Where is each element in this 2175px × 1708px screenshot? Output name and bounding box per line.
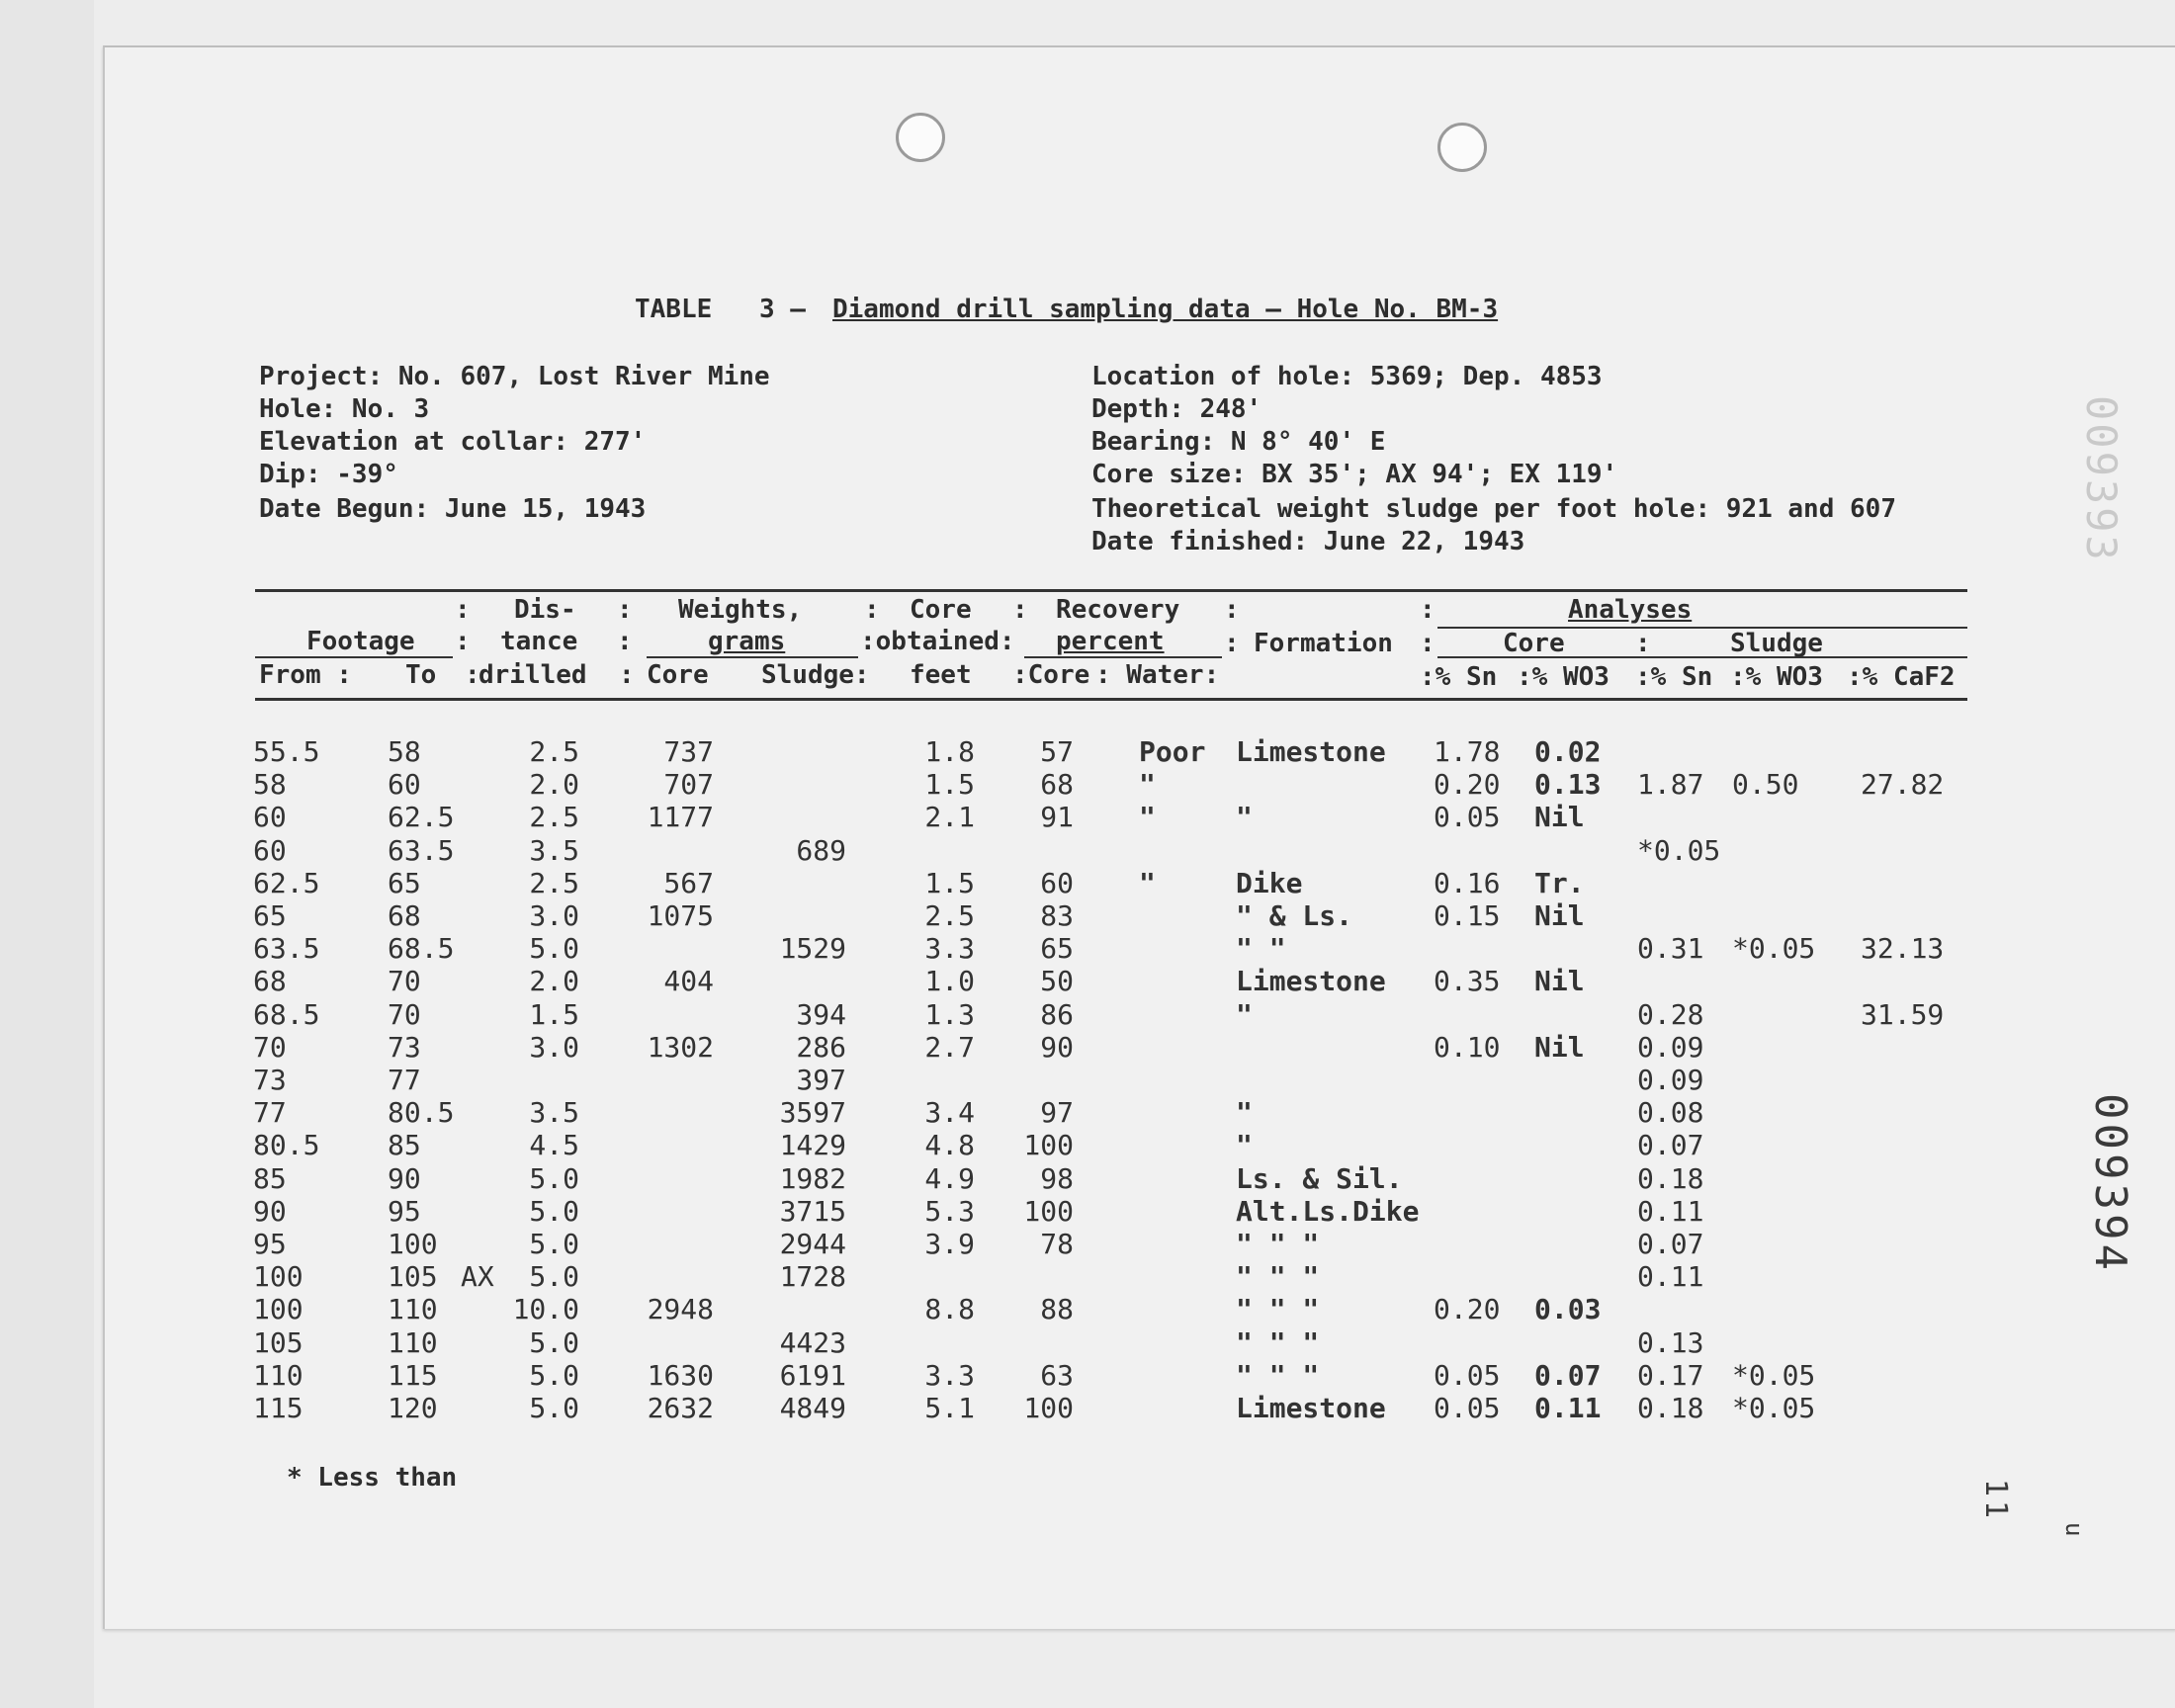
- row-from: 65: [253, 899, 287, 932]
- table-top-rule: [255, 589, 1967, 592]
- row-from: 100: [253, 1260, 304, 1294]
- header-tance: tance: [500, 627, 578, 656]
- document-stamp: 009394: [2085, 1093, 2135, 1274]
- header-sludge-wo3: :% WO3: [1730, 662, 1823, 692]
- row-weight-core: 2948: [647, 1293, 714, 1326]
- row-distance-drilled: 3.0: [529, 1030, 579, 1064]
- row-weight-core: 2632: [647, 1392, 714, 1424]
- title-number: 3 –: [759, 295, 806, 324]
- row-to: 105: [388, 1260, 438, 1294]
- row-distance-drilled: 3.5: [529, 833, 579, 867]
- row-from: 105: [253, 1325, 304, 1359]
- row-core-feet: 1.5: [924, 768, 975, 802]
- header-colon: :: [864, 595, 880, 625]
- header-colon: :: [617, 627, 633, 656]
- row-sludge-caf2: 27.82: [1861, 768, 1945, 802]
- row-distance-drilled: 4.5: [529, 1129, 579, 1162]
- row-sludge-sn: 0.08: [1637, 1096, 1704, 1130]
- row-core-sn: 0.20: [1434, 1293, 1501, 1326]
- row-from: 100: [253, 1293, 304, 1326]
- row-to: 63.5: [388, 833, 455, 867]
- row-sludge-sn: 0.07: [1637, 1228, 1704, 1260]
- row-from: 63.5: [253, 932, 320, 966]
- row-sludge-sn: 0.18: [1637, 1161, 1704, 1195]
- header-rec-core: :Core: [1012, 660, 1090, 690]
- row-recovery-core: 100: [1023, 1392, 1074, 1424]
- punch-hole-left: [896, 113, 945, 162]
- row-core-wo3: 0.13: [1534, 768, 1602, 802]
- row-to: 110: [388, 1325, 438, 1359]
- header-weight-core: Core: [647, 660, 709, 690]
- row-core-sn: 0.16: [1434, 866, 1501, 899]
- header-core-wo3: :% WO3: [1517, 662, 1610, 692]
- footage-underline: [255, 656, 453, 658]
- row-sludge-sn: 0.07: [1637, 1129, 1704, 1162]
- row-core-feet: 4.9: [924, 1161, 975, 1195]
- faint-bleedthrough-stamp: 009393: [2077, 395, 2126, 563]
- row-core-wo3: Tr.: [1534, 866, 1585, 899]
- row-sludge-sn: 0.09: [1637, 1030, 1704, 1064]
- row-formation: Limestone: [1236, 965, 1386, 998]
- header-weight-sludge: Sludge:: [761, 660, 870, 690]
- row-sludge-wo3: *0.05: [1732, 1358, 1816, 1392]
- title-label: TABLE: [635, 295, 713, 324]
- row-distance-drilled: 5.0: [529, 1161, 579, 1195]
- header-obtained: :obtained:: [860, 627, 1015, 656]
- row-core-wo3: 0.03: [1534, 1293, 1602, 1326]
- row-distance-drilled: 2.5: [529, 866, 579, 899]
- row-formation: ": [1236, 801, 1253, 834]
- row-core-feet: 8.8: [924, 1293, 975, 1326]
- row-core-feet: 4.8: [924, 1129, 975, 1162]
- row-from: 68: [253, 965, 287, 998]
- row-to: 70: [388, 997, 421, 1031]
- row-distance-drilled: 5.0: [529, 1194, 579, 1228]
- row-from: 60: [253, 801, 287, 834]
- row-core-feet: 3.9: [924, 1228, 975, 1260]
- header-analyses-sludge: Sludge: [1730, 629, 1823, 658]
- row-from: 68.5: [253, 997, 320, 1031]
- row-to: 58: [388, 735, 421, 768]
- row-recovery-core: 100: [1023, 1129, 1074, 1162]
- row-sludge-sn: 0.28: [1637, 997, 1704, 1031]
- row-core-feet: 1.0: [924, 965, 975, 998]
- row-core-feet: 1.8: [924, 735, 975, 768]
- elevation-line: Elevation at collar: 277': [259, 427, 647, 457]
- row-formation: " " ": [1236, 1260, 1320, 1294]
- row-weight-sludge: 6191: [779, 1358, 846, 1392]
- bearing-line: Bearing: N 8° 40' E: [1091, 427, 1386, 457]
- project-line: Project: No. 607, Lost River Mine: [259, 362, 770, 391]
- row-to: 68.5: [388, 932, 455, 966]
- row-sludge-caf2: 31.59: [1861, 997, 1945, 1031]
- row-to: 85: [388, 1129, 421, 1162]
- margin-mark: u: [2060, 1522, 2088, 1541]
- header-colon: :: [619, 660, 635, 690]
- header-to: To: [405, 660, 437, 690]
- row-distance-drilled: 5.0: [529, 1260, 579, 1294]
- recovery-underline: [1024, 656, 1222, 658]
- header-analyses-core: Core: [1503, 629, 1565, 658]
- row-distance-drilled: 2.0: [529, 768, 579, 802]
- row-core-feet: 2.1: [924, 801, 975, 834]
- footnote: * Less than: [287, 1463, 458, 1493]
- row-from: 60: [253, 833, 287, 867]
- row-formation: " " ": [1236, 1228, 1320, 1260]
- row-sludge-wo3: *0.05: [1732, 932, 1816, 966]
- row-recovery-core: 78: [1040, 1228, 1074, 1260]
- row-from: 115: [253, 1392, 304, 1424]
- row-core-wo3: Nil: [1534, 1030, 1585, 1064]
- row-to: 95: [388, 1194, 421, 1228]
- row-weight-sludge: 4423: [779, 1325, 846, 1359]
- row-recovery-core: 68: [1040, 768, 1074, 802]
- hole-line: Hole: No. 3: [259, 394, 430, 424]
- row-weight-sludge: 3715: [779, 1194, 846, 1228]
- header-grams: grams: [708, 627, 786, 656]
- row-sludge-wo3: 0.50: [1732, 768, 1799, 802]
- row-formation: Limestone: [1236, 1392, 1386, 1424]
- row-core-sn: 0.05: [1434, 1358, 1501, 1392]
- row-formation: ": [1236, 997, 1253, 1031]
- row-sludge-sn: 0.18: [1637, 1392, 1704, 1424]
- row-from: 77: [253, 1096, 287, 1130]
- row-to: 110: [388, 1293, 438, 1326]
- row-distance-drilled: 5.0: [529, 932, 579, 966]
- row-weight-core: 404: [663, 965, 714, 998]
- core-size-line: Core size: BX 35'; AX 94'; EX 119': [1091, 460, 1618, 489]
- row-distance-drilled: 3.0: [529, 899, 579, 932]
- row-to: 65: [388, 866, 421, 899]
- row-recovery-core: 60: [1040, 866, 1074, 899]
- row-recovery-water: ": [1139, 801, 1156, 834]
- row-recovery-core: 90: [1040, 1030, 1074, 1064]
- row-distance-drilled: 5.0: [529, 1325, 579, 1359]
- header-percent: percent: [1056, 627, 1165, 656]
- row-recovery-core: 100: [1023, 1194, 1074, 1228]
- row-sludge-caf2: 32.13: [1861, 932, 1945, 966]
- row-recovery-core: 57: [1040, 735, 1074, 768]
- header-analyses: Analyses: [1568, 595, 1693, 625]
- row-sludge-sn: 0.11: [1637, 1194, 1704, 1228]
- row-note: AX: [461, 1260, 494, 1294]
- row-core-sn: 0.10: [1434, 1030, 1501, 1064]
- header-colon: :: [1420, 595, 1436, 625]
- punch-hole-right: [1437, 123, 1487, 172]
- date-finished-line: Date finished: June 22, 1943: [1091, 527, 1525, 556]
- page-number: 11: [1978, 1479, 2013, 1523]
- row-from: 62.5: [253, 866, 320, 899]
- row-from: 70: [253, 1030, 287, 1064]
- row-distance-drilled: 5.0: [529, 1392, 579, 1424]
- header-core-sn: :% Sn: [1420, 662, 1498, 692]
- row-core-wo3: 0.02: [1534, 735, 1602, 768]
- row-formation: Limestone: [1236, 735, 1386, 768]
- row-to: 120: [388, 1392, 438, 1424]
- row-weight-sludge: 394: [796, 997, 846, 1031]
- row-distance-drilled: 2.0: [529, 965, 579, 998]
- row-from: 110: [253, 1358, 304, 1392]
- row-core-feet: 1.3: [924, 997, 975, 1031]
- row-weight-sludge: 1728: [779, 1260, 846, 1294]
- header-colon: :: [617, 595, 633, 625]
- header-footage: Footage: [306, 627, 415, 656]
- row-recovery-water: ": [1139, 768, 1156, 802]
- row-to: 62.5: [388, 801, 455, 834]
- row-sludge-sn: 0.11: [1637, 1260, 1704, 1294]
- row-to: 60: [388, 768, 421, 802]
- row-core-wo3: 0.07: [1534, 1358, 1602, 1392]
- row-core-feet: 3.4: [924, 1096, 975, 1130]
- row-recovery-core: 83: [1040, 899, 1074, 932]
- row-recovery-core: 98: [1040, 1161, 1074, 1195]
- row-distance-drilled: 2.5: [529, 735, 579, 768]
- row-core-feet: 5.1: [924, 1392, 975, 1424]
- header-weights: Weights,: [678, 595, 803, 625]
- row-weight-sludge: 4849: [779, 1392, 846, 1424]
- row-from: 85: [253, 1161, 287, 1195]
- row-sludge-sn: 0.13: [1637, 1325, 1704, 1359]
- row-formation: Dike: [1236, 866, 1303, 899]
- row-weight-core: 707: [663, 768, 714, 802]
- row-weight-sludge: 1429: [779, 1129, 846, 1162]
- row-formation: ": [1236, 1129, 1253, 1162]
- row-formation: " & Ls.: [1236, 899, 1353, 932]
- row-distance-drilled: 2.5: [529, 801, 579, 834]
- row-core-sn: 1.78: [1434, 735, 1501, 768]
- location-line: Location of hole: 5369; Dep. 4853: [1091, 362, 1603, 391]
- row-from: 58: [253, 768, 287, 802]
- row-recovery-core: 86: [1040, 997, 1074, 1031]
- row-recovery-core: 65: [1040, 932, 1074, 966]
- row-core-wo3: Nil: [1534, 899, 1585, 932]
- header-water: : Water:: [1095, 660, 1220, 690]
- row-core-feet: 2.5: [924, 899, 975, 932]
- row-from: 80.5: [253, 1129, 320, 1162]
- header-colon: :: [1224, 629, 1240, 658]
- row-distance-drilled: 5.0: [529, 1358, 579, 1392]
- title-text: Diamond drill sampling data – Hole No. BM-3: [832, 295, 1499, 324]
- row-distance-drilled: 10.0: [512, 1293, 579, 1326]
- row-sludge-sn: 0.31: [1637, 932, 1704, 966]
- row-core-feet: 3.3: [924, 932, 975, 966]
- row-distance-drilled: 3.5: [529, 1096, 579, 1130]
- header-colon: :: [465, 660, 480, 690]
- header-colon: :: [455, 627, 471, 656]
- row-to: 100: [388, 1228, 438, 1260]
- row-core-feet: 3.3: [924, 1358, 975, 1392]
- row-from: 55.5: [253, 735, 320, 768]
- header-colon: :: [1420, 629, 1436, 658]
- sludge-weight-line: Theoretical weight sludge per foot hole: 921 and 607: [1091, 494, 1896, 524]
- header-formation: Formation: [1254, 629, 1393, 658]
- row-from: 73: [253, 1064, 287, 1096]
- header-feet: feet: [910, 660, 972, 690]
- row-sludge-sn: 1.87: [1637, 768, 1704, 802]
- row-weight-sludge: 286: [796, 1030, 846, 1064]
- row-weight-core: 1630: [647, 1358, 714, 1392]
- row-core-feet: 2.7: [924, 1030, 975, 1064]
- depth-line: Depth: 248': [1091, 394, 1262, 424]
- row-recovery-water: Poor: [1139, 735, 1206, 768]
- row-to: 77: [388, 1064, 421, 1096]
- row-to: 73: [388, 1030, 421, 1064]
- row-core-sn: 0.05: [1434, 801, 1501, 834]
- row-to: 115: [388, 1358, 438, 1392]
- row-weight-core: 1302: [647, 1030, 714, 1064]
- row-sludge-sn: 0.17: [1637, 1358, 1704, 1392]
- row-core-sn: 0.35: [1434, 965, 1501, 998]
- header-core: Core: [910, 595, 972, 625]
- row-weight-sludge: 397: [796, 1064, 846, 1096]
- row-recovery-water: ": [1139, 866, 1156, 899]
- row-weight-sludge: 689: [796, 833, 846, 867]
- row-weight-sludge: 3597: [779, 1096, 846, 1130]
- row-weight-sludge: 1529: [779, 932, 846, 966]
- header-recovery: Recovery: [1056, 595, 1180, 625]
- row-formation: " " ": [1236, 1293, 1320, 1326]
- row-formation: " ": [1236, 932, 1286, 966]
- row-from: 95: [253, 1228, 287, 1260]
- row-recovery-core: 97: [1040, 1096, 1074, 1130]
- row-formation: " " ": [1236, 1325, 1320, 1359]
- header-sludge-caf2: :% CaF2: [1847, 662, 1956, 692]
- header-colon: :: [1012, 595, 1028, 625]
- row-formation: Alt.Ls.Dike: [1236, 1194, 1420, 1228]
- row-recovery-core: 91: [1040, 801, 1074, 834]
- row-sludge-sn: 0.09: [1637, 1064, 1704, 1096]
- row-formation: Ls. & Sil.: [1236, 1161, 1403, 1195]
- row-core-wo3: Nil: [1534, 801, 1585, 834]
- row-weight-sludge: 2944: [779, 1228, 846, 1260]
- row-recovery-core: 88: [1040, 1293, 1074, 1326]
- weights-underline: [647, 656, 858, 658]
- header-colon: :: [1635, 629, 1651, 658]
- row-core-feet: 1.5: [924, 866, 975, 899]
- dip-line: Dip: -39°: [259, 460, 398, 489]
- header-dis: Dis-: [514, 595, 576, 625]
- row-sludge-sn: *0.05: [1637, 833, 1721, 867]
- row-formation: " " ": [1236, 1358, 1320, 1392]
- row-from: 90: [253, 1194, 287, 1228]
- row-weight-sludge: 1982: [779, 1161, 846, 1195]
- row-core-feet: 5.3: [924, 1194, 975, 1228]
- table-header-rule: [255, 698, 1967, 701]
- row-weight-core: 1177: [647, 801, 714, 834]
- row-weight-core: 567: [663, 866, 714, 899]
- date-begun-line: Date Begun: June 15, 1943: [259, 494, 647, 524]
- row-core-sn: 0.20: [1434, 768, 1501, 802]
- row-weight-core: 737: [663, 735, 714, 768]
- header-drilled: drilled: [478, 660, 587, 690]
- row-to: 68: [388, 899, 421, 932]
- header-from: From :: [259, 660, 352, 690]
- row-formation: ": [1236, 1096, 1253, 1130]
- row-core-wo3: 0.11: [1534, 1392, 1602, 1424]
- row-sludge-wo3: *0.05: [1732, 1392, 1816, 1424]
- header-colon: :: [1224, 595, 1240, 625]
- row-core-sn: 0.05: [1434, 1392, 1501, 1424]
- row-distance-drilled: 1.5: [529, 997, 579, 1031]
- row-to: 70: [388, 965, 421, 998]
- row-recovery-core: 63: [1040, 1358, 1074, 1392]
- row-core-wo3: Nil: [1534, 965, 1585, 998]
- header-sludge-sn: :% Sn: [1635, 662, 1713, 692]
- row-distance-drilled: 5.0: [529, 1228, 579, 1260]
- row-weight-core: 1075: [647, 899, 714, 932]
- row-recovery-core: 50: [1040, 965, 1074, 998]
- row-core-sn: 0.15: [1434, 899, 1501, 932]
- header-colon: :: [455, 595, 471, 625]
- row-to: 90: [388, 1161, 421, 1195]
- row-to: 80.5: [388, 1096, 455, 1130]
